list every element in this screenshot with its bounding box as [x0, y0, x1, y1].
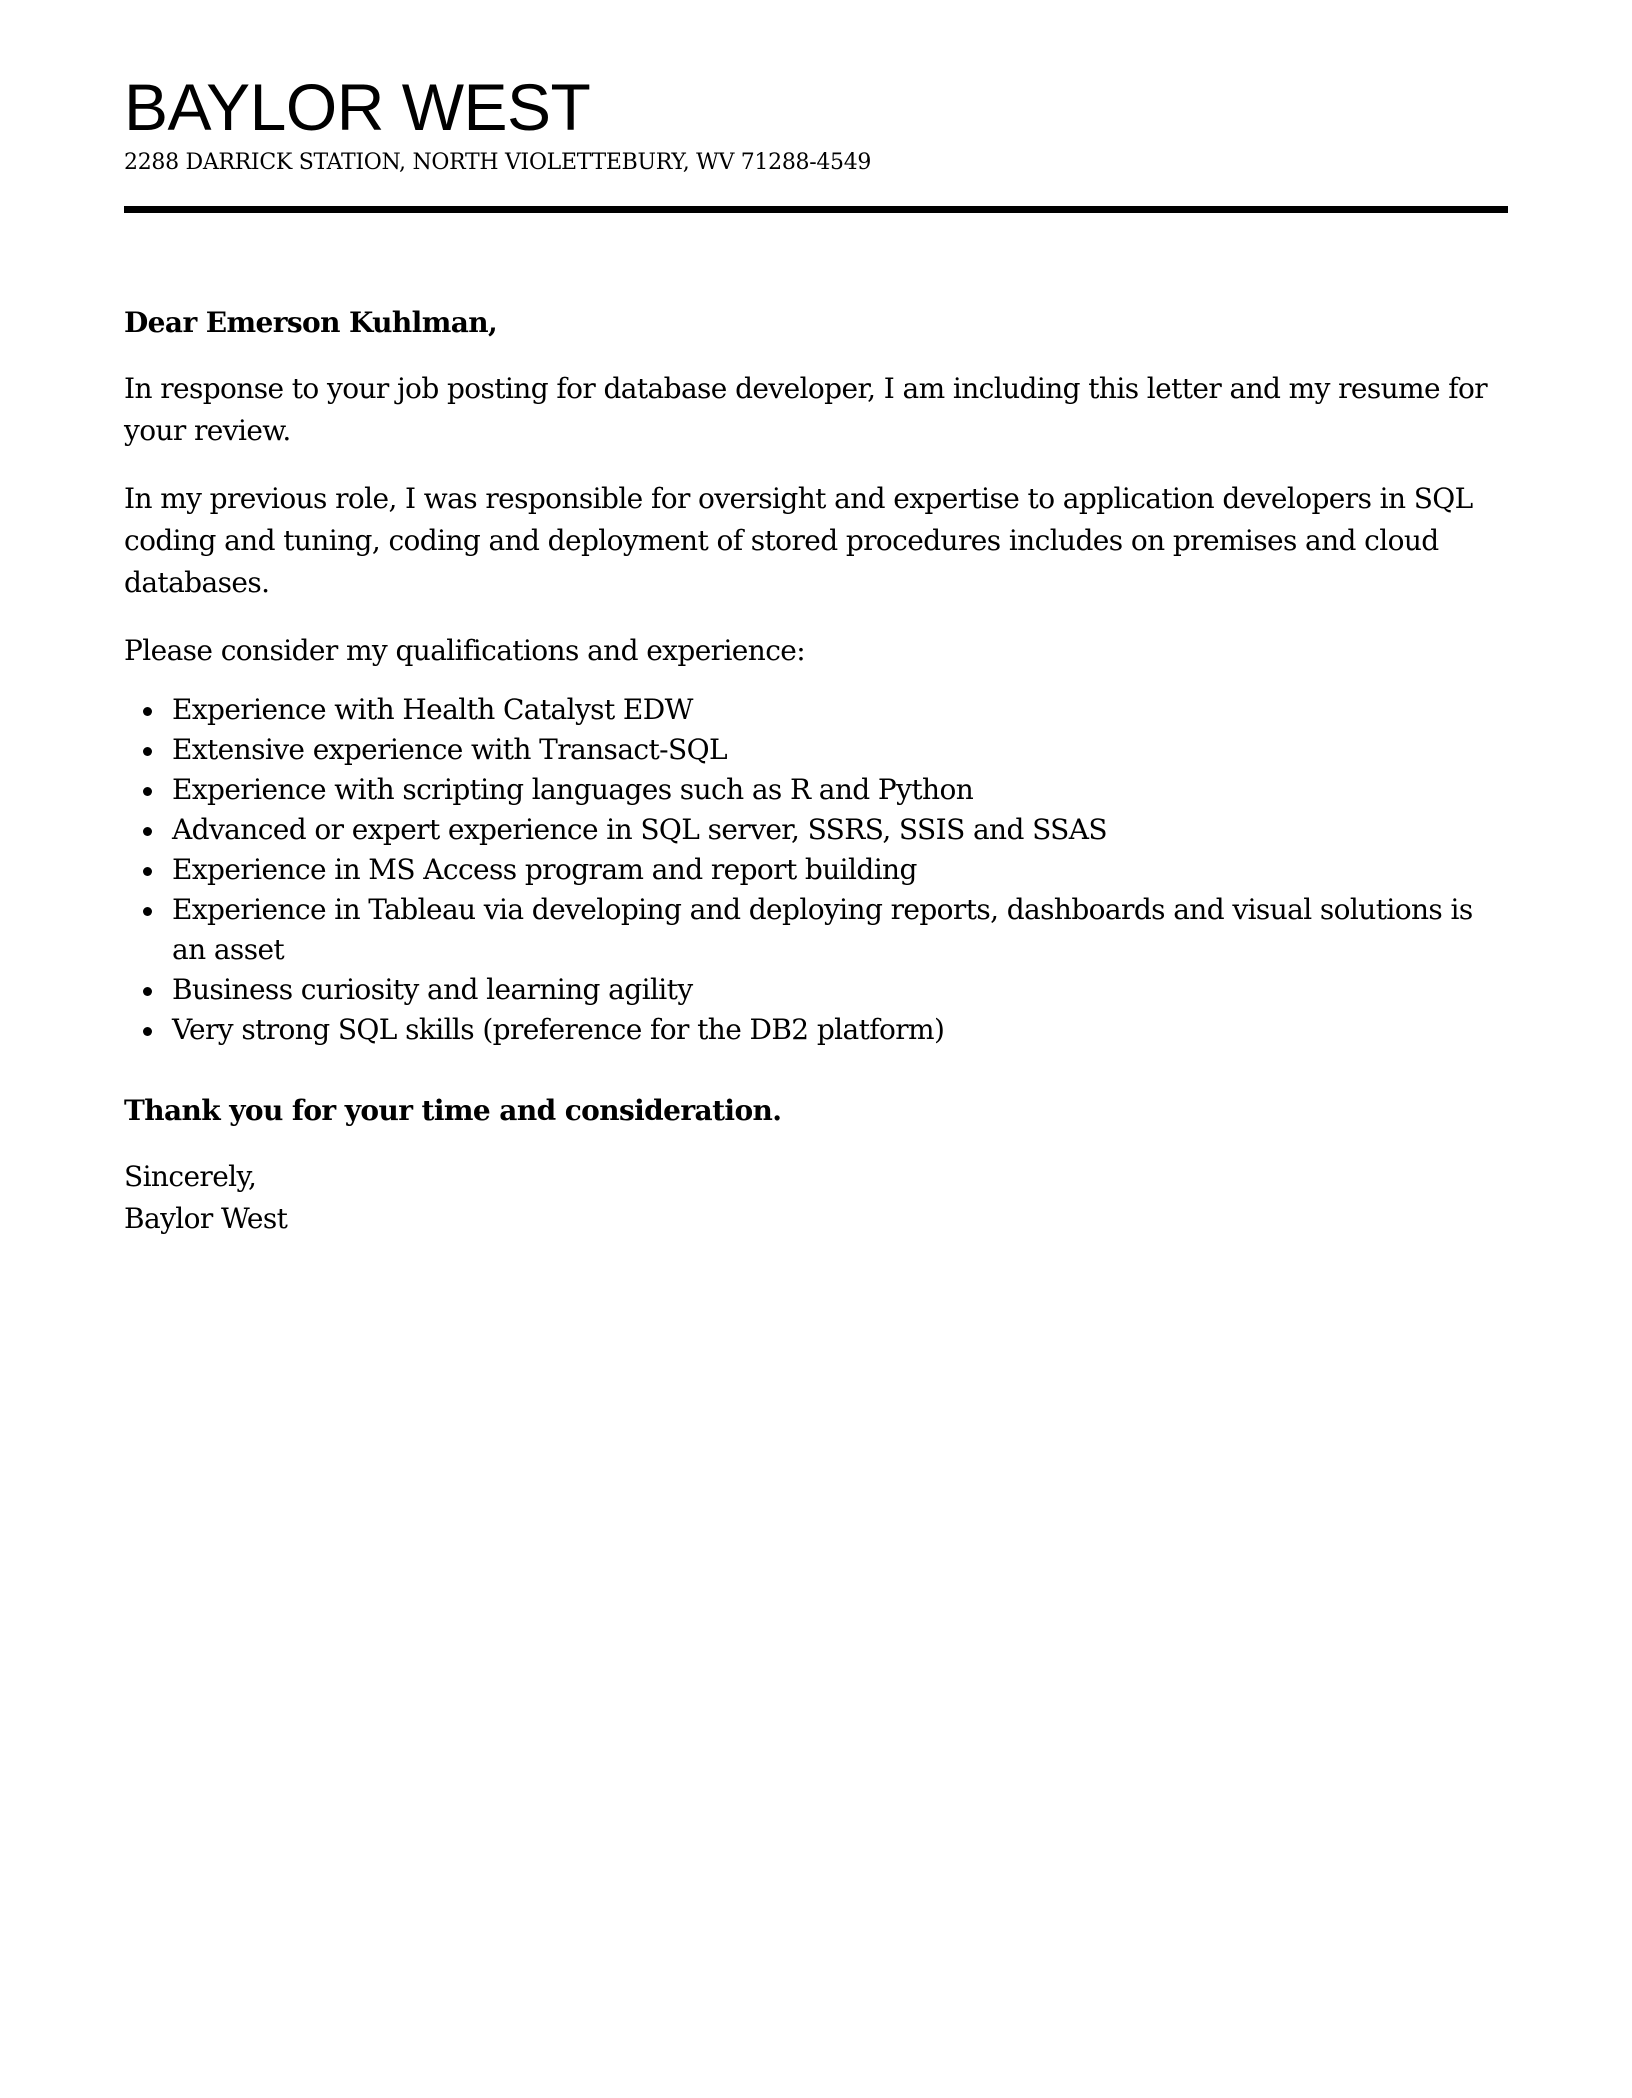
- header-divider: [124, 206, 1508, 213]
- list-item: [172, 810, 1508, 850]
- closing-line: Thank you for your time and consideration.: [124, 1094, 782, 1127]
- bullet-icon: [143, 747, 152, 756]
- bullet-icon: [143, 707, 152, 716]
- bullet-icon: [143, 987, 152, 996]
- qualification-text: Business curiosity and learning agility: [172, 973, 693, 1006]
- qualification-text: Extensive experience with Transact-SQL: [172, 733, 727, 766]
- signature-name: Baylor West: [124, 1202, 288, 1235]
- qualification-text: Advanced or expert experience in SQL server, SSRS, SSIS and SSAS: [172, 813, 1107, 846]
- salutation: Dear Emerson Kuhlman,: [124, 306, 498, 339]
- list-item: [172, 730, 1508, 770]
- list-item: [172, 850, 1508, 890]
- qualification-text: Experience with scripting languages such as R and Python: [172, 773, 974, 806]
- qualifications-list: [124, 690, 1508, 1050]
- bullet-icon: [143, 787, 152, 796]
- qualification-text: Experience in MS Access program and report building: [172, 853, 917, 886]
- list-item: [172, 970, 1508, 1010]
- list-item: [172, 890, 1508, 970]
- bullet-icon: [143, 907, 152, 916]
- applicant-name: BAYLOR WEST: [124, 70, 591, 144]
- qualification-text: Very strong SQL skills (preference for the DB2 platform): [172, 1013, 945, 1046]
- signoff: Sincerely,: [124, 1160, 257, 1193]
- paragraph-previous-role: In my previous role, I was responsible for oversight and expertise to application developers in SQL coding and tuning, coding and deployment of stored procedures includes on premises and cloud databases.: [124, 482, 1473, 599]
- bullet-icon: [143, 827, 152, 836]
- paragraph-intro: In response to your job posting for database developer, I am including this letter and my resume for your review.: [124, 372, 1488, 447]
- bullet-icon: [143, 867, 152, 876]
- paragraph-qualifications-lead: Please consider my qualifications and experience:: [124, 634, 806, 667]
- list-item: [172, 690, 1508, 730]
- bullet-icon: [143, 1027, 152, 1036]
- applicant-address: 2288 DARRICK STATION, NORTH VIOLETTEBURY, WV 71288-4549: [124, 150, 872, 175]
- list-item: [172, 770, 1508, 810]
- list-item: [172, 1010, 1508, 1050]
- qualification-text: Experience with Health Catalyst EDW: [172, 693, 693, 726]
- qualification-text: Experience in Tableau via developing and deploying reports, dashboards and visual solutions is an asset: [172, 893, 1473, 966]
- letter-body: [124, 302, 1508, 1240]
